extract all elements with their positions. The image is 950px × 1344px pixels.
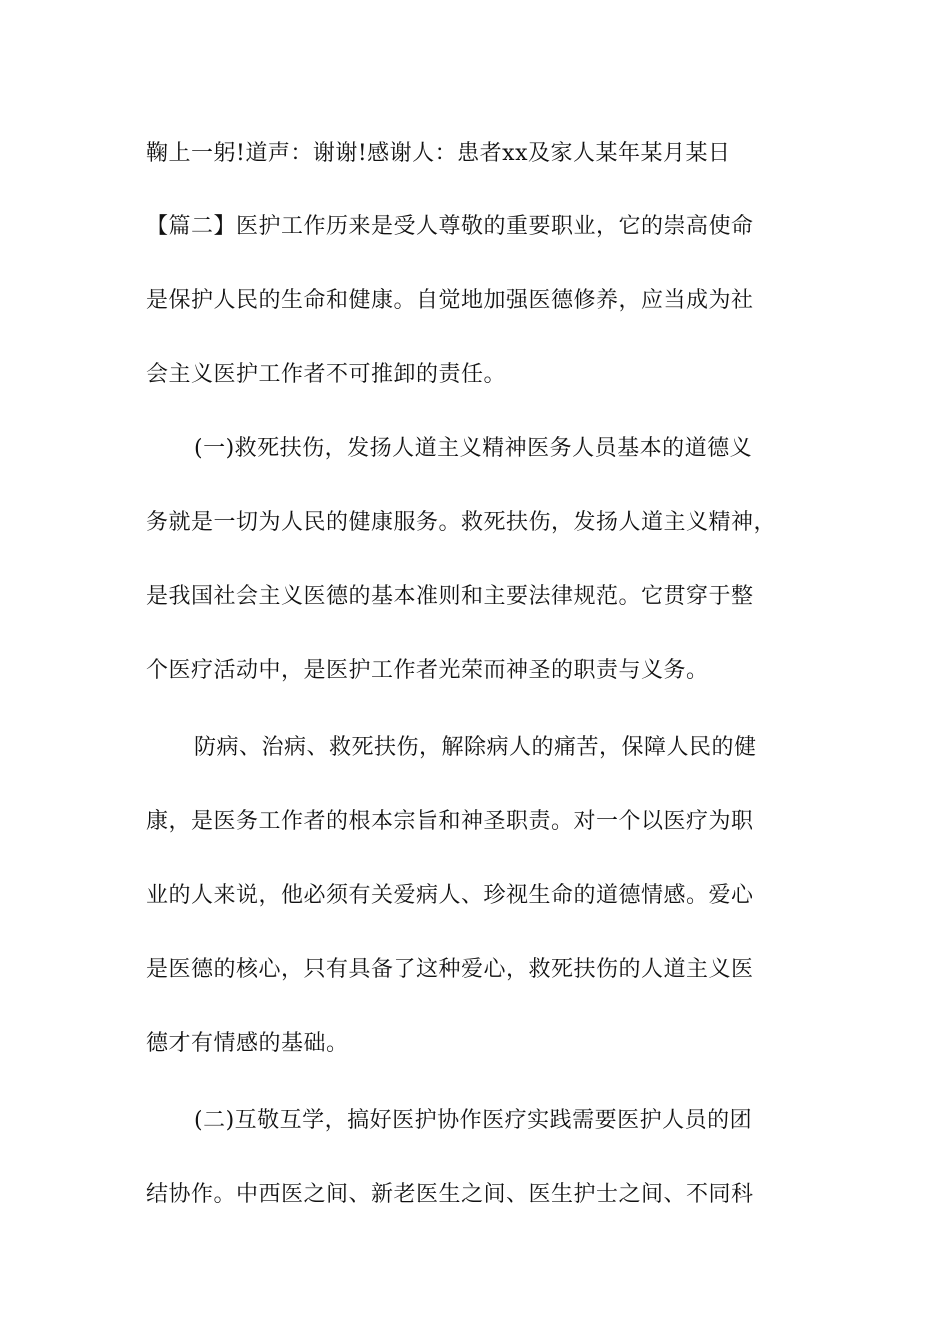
text-line: 康，是医务工作者的根本宗旨和神圣职责。对一个以医疗为职 (146, 809, 754, 834)
text-line: 是我国社会主义医德的基本准则和主要法律规范。它贯穿于整 (146, 584, 754, 609)
text-line: 结协作。中西医之间、新老医生之间、医生护士之间、不同科 (146, 1182, 754, 1207)
text-line: (二)互敬互学，搞好医护协作医疗实践需要医护人员的团 (194, 1108, 753, 1133)
text-line: 会主义医护工作者不可推卸的责任。 (146, 362, 507, 387)
text-line: 【篇二】医护工作历来是受人尊敬的重要职业，它的崇高使命 (146, 214, 754, 239)
text-line: (一)救死扶伤，发扬人道主义精神医务人员基本的道德义 (194, 436, 753, 461)
text-line: 个医疗活动中，是医护工作者光荣而神圣的职责与义务。 (146, 658, 709, 683)
text-line: 是保护人民的生命和健康。自觉地加强医德修养，应当成为社 (146, 288, 754, 313)
text-line: 防病、治病、救死扶伤，解除病人的痛苦，保障人民的健 (194, 735, 757, 760)
text-line: 德才有情感的基础。 (146, 1031, 349, 1056)
text-line: 是医德的核心，只有具备了这种爱心，救死扶伤的人道主义医 (146, 957, 754, 982)
text-line: 业的人来说，他必须有关爱病人、珍视生命的道德情感。爱心 (146, 883, 754, 908)
text-line: 鞠上一躬!道声：谢谢!感谢人：患者xx及家人某年某月某日 (146, 141, 731, 166)
text-line: 务就是一切为人民的健康服务。救死扶伤，发扬人道主义精神， (146, 510, 777, 535)
